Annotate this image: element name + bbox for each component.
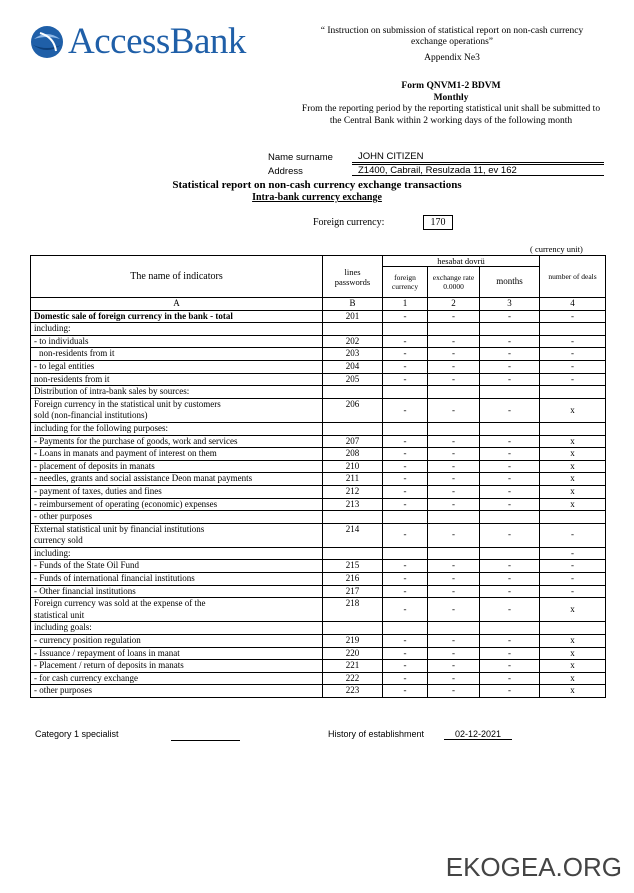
indicator-name — [31, 560, 323, 573]
table-row — [31, 335, 606, 348]
indicator-line: - Loans in manats and payment of interest on them — [34, 448, 217, 459]
cell-value: x — [540, 460, 606, 473]
cell-value: - — [540, 585, 606, 598]
cell-value: - — [383, 585, 428, 598]
line-code: 214 — [323, 523, 383, 547]
indicator-line: - other purposes — [34, 511, 92, 522]
cell-value: - — [428, 398, 480, 422]
line-code: 219 — [323, 635, 383, 648]
header-lines: lines passwords — [323, 256, 383, 298]
bank-name: AccessBank — [68, 21, 246, 62]
name-label: Name surname — [268, 152, 333, 163]
table-row — [31, 323, 606, 336]
signature-line — [171, 740, 240, 741]
column-letter: B — [323, 298, 383, 311]
line-code — [323, 323, 383, 336]
line-code: 205 — [323, 373, 383, 386]
indicator-line: sold (non-financial institutions) — [34, 410, 148, 421]
indicator-line: - payment of taxes, duties and fines — [34, 485, 162, 496]
table-row — [31, 560, 606, 573]
indicator-name — [31, 485, 323, 498]
cell-value — [480, 547, 540, 560]
cell-value: - — [428, 573, 480, 586]
cell-value: - — [480, 460, 540, 473]
cell-value: - — [383, 672, 428, 685]
indicator-name — [31, 598, 323, 622]
table-row — [31, 348, 606, 361]
line-code: 217 — [323, 585, 383, 598]
cell-value — [540, 622, 606, 635]
cell-value: - — [428, 660, 480, 673]
cell-value: - — [480, 485, 540, 498]
indicator-line: - Placement / return of deposits in manats — [34, 660, 184, 671]
table-row — [31, 435, 606, 448]
cell-value: - — [480, 360, 540, 373]
line-code: 202 — [323, 335, 383, 348]
cell-value — [428, 547, 480, 560]
indicator-name — [31, 323, 323, 336]
cell-value: - — [480, 560, 540, 573]
line-code: 215 — [323, 560, 383, 573]
history-date: 02-12-2021 — [444, 729, 512, 740]
cell-value: x — [540, 448, 606, 461]
cell-value — [428, 511, 480, 524]
line-code: 206 — [323, 398, 383, 422]
cell-value: - — [480, 435, 540, 448]
header-foreign-currency: foreign currency — [383, 267, 428, 298]
cell-value: - — [540, 560, 606, 573]
cell-value: - — [428, 585, 480, 598]
column-letter: A — [31, 298, 323, 311]
cell-value: - — [428, 523, 480, 547]
line-code — [323, 511, 383, 524]
indicator-line: including goals: — [34, 622, 92, 633]
table-row — [31, 622, 606, 635]
cell-value: - — [383, 310, 428, 323]
cell-value: - — [428, 348, 480, 361]
cell-value: x — [540, 685, 606, 698]
table-row — [31, 635, 606, 648]
cell-value: - — [428, 310, 480, 323]
cell-value: - — [480, 348, 540, 361]
cell-value: - — [540, 373, 606, 386]
column-letter: 4 — [540, 298, 606, 311]
cell-value: - — [480, 335, 540, 348]
cell-value — [383, 622, 428, 635]
cell-value: x — [540, 635, 606, 648]
currency-unit-label: ( currency unit) — [530, 244, 583, 254]
cell-value: - — [428, 498, 480, 511]
report-subtitle: Intra-bank currency exchange — [252, 192, 382, 203]
cell-value: - — [428, 448, 480, 461]
indicator-line: - for cash currency exchange — [34, 672, 138, 683]
line-code: 207 — [323, 435, 383, 448]
line-code — [323, 386, 383, 399]
cell-value — [540, 511, 606, 524]
column-letters-row — [31, 298, 606, 311]
line-code: 213 — [323, 498, 383, 511]
indicator-line: - to legal entities — [34, 360, 95, 371]
cell-value: - — [540, 523, 606, 547]
cell-value — [540, 323, 606, 336]
cell-value: - — [480, 473, 540, 486]
line-code: 211 — [323, 473, 383, 486]
table-row — [31, 511, 606, 524]
table-row — [31, 660, 606, 673]
cell-value: - — [540, 547, 606, 560]
table-row — [31, 448, 606, 461]
line-code: 222 — [323, 672, 383, 685]
indicator-name — [31, 360, 323, 373]
indicator-line: Domestic sale of foreign currency in the bank - total — [34, 310, 233, 321]
line-code: 216 — [323, 573, 383, 586]
indicator-name — [31, 647, 323, 660]
cell-value: - — [480, 598, 540, 622]
indicator-line: non-residents from it — [34, 373, 110, 384]
cell-value: - — [428, 435, 480, 448]
indicator-name — [31, 635, 323, 648]
cell-value: - — [480, 635, 540, 648]
cell-value — [540, 422, 606, 435]
cell-value: - — [383, 647, 428, 660]
cell-value: x — [540, 473, 606, 486]
indicator-name — [31, 523, 323, 547]
indicator-name — [31, 685, 323, 698]
table-row — [31, 585, 606, 598]
form-frequency: Monthly — [433, 92, 469, 103]
cell-value: - — [383, 573, 428, 586]
cell-value: - — [480, 685, 540, 698]
cell-value — [383, 547, 428, 560]
indicator-line: - other purposes — [34, 685, 92, 696]
indicator-name — [31, 335, 323, 348]
indicator-name — [31, 398, 323, 422]
cell-value — [480, 622, 540, 635]
cell-value: x — [540, 598, 606, 622]
cell-value: - — [428, 685, 480, 698]
cell-value: - — [480, 448, 540, 461]
line-code: 220 — [323, 647, 383, 660]
cell-value — [428, 622, 480, 635]
cell-value: - — [383, 473, 428, 486]
indicator-name — [31, 448, 323, 461]
table-row — [31, 386, 606, 399]
cell-value — [428, 422, 480, 435]
foreign-currency-code: 170 — [423, 215, 453, 230]
table-row — [31, 672, 606, 685]
cell-value: x — [540, 498, 606, 511]
indicator-name — [31, 585, 323, 598]
column-letter: 3 — [480, 298, 540, 311]
indicator-line: including: — [34, 323, 71, 334]
name-field: JOHN CITIZEN — [352, 151, 604, 163]
cell-value: - — [428, 560, 480, 573]
table-row — [31, 473, 606, 486]
indicator-line: - Funds of the State Oil Fund — [34, 560, 139, 571]
cell-value: x — [540, 435, 606, 448]
submission-note: From the reporting period by the reporting statistical unit shall be submitted to the Central Bank within 2 working days of the following month — [301, 104, 601, 126]
cell-value: - — [480, 498, 540, 511]
cell-value: - — [383, 435, 428, 448]
cell-value: - — [428, 672, 480, 685]
column-letter: 2 — [428, 298, 480, 311]
cell-value: - — [428, 373, 480, 386]
indicator-name — [31, 460, 323, 473]
address-label: Address — [268, 166, 303, 177]
line-code: 203 — [323, 348, 383, 361]
cell-value: - — [428, 485, 480, 498]
foreign-currency-label: Foreign currency: — [313, 217, 385, 228]
address-field: Z1400, Cabrail, Resulzada 11, ev 162 — [352, 164, 604, 176]
indicator-line: External statistical unit by financial institutions — [34, 523, 205, 534]
cell-value: x — [540, 672, 606, 685]
specialist-label: Category 1 specialist — [35, 729, 119, 739]
form-code: Form QNVM1-2 BDVM — [401, 81, 501, 91]
indicator-name — [31, 435, 323, 448]
table-row — [31, 523, 606, 547]
report-table — [30, 255, 606, 698]
indicator-line: - Issuance / repayment of loans in manat — [34, 647, 180, 658]
line-code: 223 — [323, 685, 383, 698]
line-code — [323, 547, 383, 560]
cell-value: - — [480, 585, 540, 598]
table-row — [31, 498, 606, 511]
indicator-line: including for the following purposes: — [34, 422, 168, 433]
cell-value: - — [383, 373, 428, 386]
line-code: 218 — [323, 598, 383, 622]
indicator-line: Foreign currency was sold at the expense of the — [34, 598, 206, 609]
indicator-line: statistical unit — [34, 609, 85, 620]
indicator-line: - reimbursement of operating (economic) expenses — [34, 498, 218, 509]
cell-value — [540, 386, 606, 399]
cell-value: - — [428, 473, 480, 486]
table-row — [31, 573, 606, 586]
instruction-text: “ Instruction on submission of statistical report on non-cash currency exchange operations” — [320, 26, 584, 47]
indicator-line: - Funds of international financial institutions — [34, 573, 195, 584]
indicator-line: - Other financial institutions — [34, 585, 136, 596]
table-row — [31, 647, 606, 660]
cell-value: - — [383, 485, 428, 498]
indicator-line: - placement of deposits in manats — [34, 460, 155, 471]
cell-value: - — [480, 660, 540, 673]
indicator-line: - Payments for the purchase of goods, work and services — [34, 435, 238, 446]
indicator-name — [31, 511, 323, 524]
cell-value — [480, 323, 540, 336]
indicator-name — [31, 348, 323, 361]
cell-value: - — [480, 310, 540, 323]
cell-value: - — [383, 523, 428, 547]
indicator-name — [31, 373, 323, 386]
indicator-name — [31, 498, 323, 511]
cell-value: x — [540, 660, 606, 673]
cell-value: - — [540, 573, 606, 586]
cell-value: - — [383, 398, 428, 422]
cell-value — [383, 323, 428, 336]
header-period: hesabat dovrü — [383, 256, 540, 267]
cell-value: - — [480, 398, 540, 422]
line-code: 210 — [323, 460, 383, 473]
cell-value: - — [428, 647, 480, 660]
cell-value: x — [540, 647, 606, 660]
cell-value: - — [480, 523, 540, 547]
table-row — [31, 373, 606, 386]
cell-value: - — [383, 598, 428, 622]
cell-value: x — [540, 485, 606, 498]
cell-value: - — [383, 448, 428, 461]
cell-value: x — [540, 398, 606, 422]
line-code: 201 — [323, 310, 383, 323]
cell-value: - — [480, 373, 540, 386]
history-label: History of establishment — [328, 729, 425, 739]
cell-value: - — [383, 498, 428, 511]
cell-value — [480, 386, 540, 399]
table-row — [31, 460, 606, 473]
cell-value: - — [428, 360, 480, 373]
cell-value: - — [383, 560, 428, 573]
line-code: 221 — [323, 660, 383, 673]
form-info — [296, 81, 606, 127]
indicator-name — [31, 422, 323, 435]
table-row — [31, 547, 606, 560]
table-row — [31, 422, 606, 435]
cell-value: - — [428, 460, 480, 473]
globe-icon — [30, 25, 64, 59]
cell-value — [428, 323, 480, 336]
cell-value: - — [428, 635, 480, 648]
cell-value — [383, 386, 428, 399]
appendix-label: Appendix Ne3 — [424, 53, 480, 63]
cell-value: - — [540, 310, 606, 323]
cell-value: - — [540, 348, 606, 361]
indicator-line: - currency position regulation — [34, 635, 141, 646]
cell-value: - — [383, 460, 428, 473]
indicator-name — [31, 473, 323, 486]
report-title: Statistical report on non-cash currency exchange transactions — [172, 179, 462, 191]
line-code — [323, 422, 383, 435]
bank-logo — [30, 22, 246, 62]
watermark: EKOGEA.ORG — [445, 852, 622, 882]
table-row — [31, 685, 606, 698]
table-row — [31, 398, 606, 422]
indicator-line: currency sold — [34, 535, 83, 546]
indicator-name — [31, 660, 323, 673]
indicator-name — [31, 386, 323, 399]
line-code — [323, 622, 383, 635]
indicator-line: non-residents from it — [39, 348, 115, 359]
cell-value: - — [428, 598, 480, 622]
indicator-name — [31, 547, 323, 560]
indicator-name — [31, 573, 323, 586]
indicator-line: including: — [34, 547, 71, 558]
cell-value: - — [540, 360, 606, 373]
indicator-line: Foreign currency in the statistical unit by customers — [34, 398, 221, 409]
cell-value: - — [383, 348, 428, 361]
cell-value: - — [480, 647, 540, 660]
line-code: 208 — [323, 448, 383, 461]
indicator-name — [31, 672, 323, 685]
cell-value: - — [480, 672, 540, 685]
line-code: 212 — [323, 485, 383, 498]
table-row — [31, 598, 606, 622]
cell-value: - — [383, 685, 428, 698]
header-exchange-rate: exchange rate 0.0000 — [428, 267, 480, 298]
cell-value — [480, 422, 540, 435]
header-indicator-name: The name of indicators — [31, 256, 323, 298]
table-row — [31, 485, 606, 498]
indicator-line: - to individuals — [34, 335, 89, 346]
line-code: 204 — [323, 360, 383, 373]
header-number-of-deals: number of deals — [540, 256, 606, 298]
indicator-name — [31, 622, 323, 635]
indicator-line: - needles, grants and social assistance Deon manat payments — [34, 473, 253, 484]
header-months: months — [480, 267, 540, 298]
indicator-name — [31, 310, 323, 323]
cell-value: - — [540, 335, 606, 348]
cell-value: - — [383, 660, 428, 673]
indicator-line: Distribution of intra-bank sales by sources: — [34, 386, 190, 397]
column-letter: 1 — [383, 298, 428, 311]
cell-value: - — [383, 360, 428, 373]
cell-value: - — [428, 335, 480, 348]
cell-value — [428, 386, 480, 399]
table-row — [31, 360, 606, 373]
cell-value — [383, 511, 428, 524]
cell-value: - — [480, 573, 540, 586]
table-row — [31, 310, 606, 323]
cell-value — [480, 511, 540, 524]
cell-value — [383, 422, 428, 435]
cell-value: - — [383, 635, 428, 648]
cell-value: - — [383, 335, 428, 348]
